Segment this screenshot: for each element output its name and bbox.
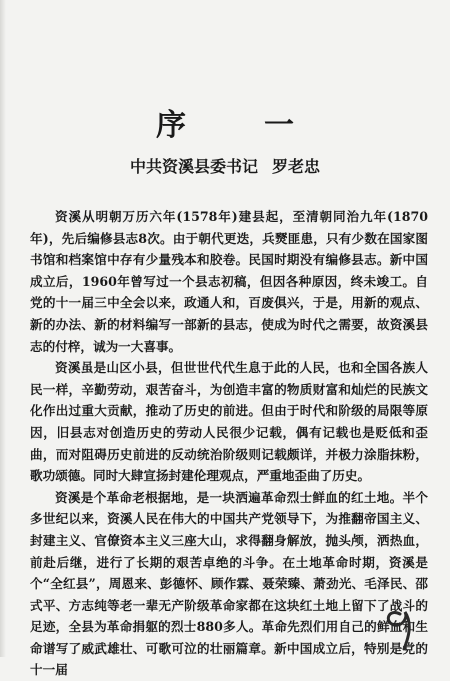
author-line — [0, 154, 450, 177]
title-char-xu: 序 — [156, 108, 186, 143]
author-name: 罗老忠 — [272, 157, 321, 176]
paragraph-2: 资溪虽是山区小县，但世世代代生息于此的人民，也和全国各族人民一样，辛勤劳动，艰苦奋斗，为创造丰富的物质财富和灿烂的民族文化作出过重大贡献，推动了历史的前进。但由于时代和阶级的局限等原因，旧县志对创造历史的劳动人民很少记载，偶有记载也是贬低和歪曲，而对阻碍历史前进的反动统治阶级则记载颇详，并极力涂脂抹粉，歌功颂德。同时大肆宣扬封建伦理观点，严重地歪曲了历史。 — [30, 360, 428, 484]
author-title: 中共资溪县委书记 — [129, 157, 258, 176]
page-shadow-edge — [0, 0, 6, 657]
body-text — [30, 206, 428, 681]
handwritten-page-number — [378, 594, 438, 654]
paragraph-3: 资溪是个革命老根据地，是一块洒遍革命烈士鲜血的红土地。半个多世纪以来，资溪人民在伟大的中国共产党领导下，为推翻帝国主义、封建主义、官僚资本主义三座大山，求得翻身解放，抛头颅，洒热血，前赴后继，进行了长期的艰苦卓绝的斗争。在土地革命时期，资溪是个“全红县”，周恩来、彭德怀、顾作霖、聂荣臻、萧劲光、毛泽民、邵式平、方志纯等老一辈无产阶级革命家都在这块红土地上留下了战斗的足迹，全县为革命捐躯的烈士880多人。革命先烈们用自己的鲜血和生命谱写了威武雄壮、可歌可泣的壮丽篇章。新中国成立后，特别是党的十一届 — [30, 489, 428, 678]
paragraph-1: 资溪从明朝万历六年(1578年)建县起，至清朝同治九年(1870年)，先后编修县志8次。由于朝代更迭，兵燹匪患，只有少数在国家图书馆和档案馆中存有少量残本和胶卷。民国时期没有编修县志。新中国成立后，1960年曾写过一个县志初稿，但因各种原因，终未竣工。自党的十一届三中全会以来，政通人和，百废俱兴，于是，用新的观点、新的办法、新的材料编写一部新的县志，使成为时代之需要，故资溪县志的付梓，诚为一大喜事。 — [30, 209, 428, 354]
page-title — [0, 100, 450, 144]
title-char-yi: 一 — [264, 108, 294, 143]
